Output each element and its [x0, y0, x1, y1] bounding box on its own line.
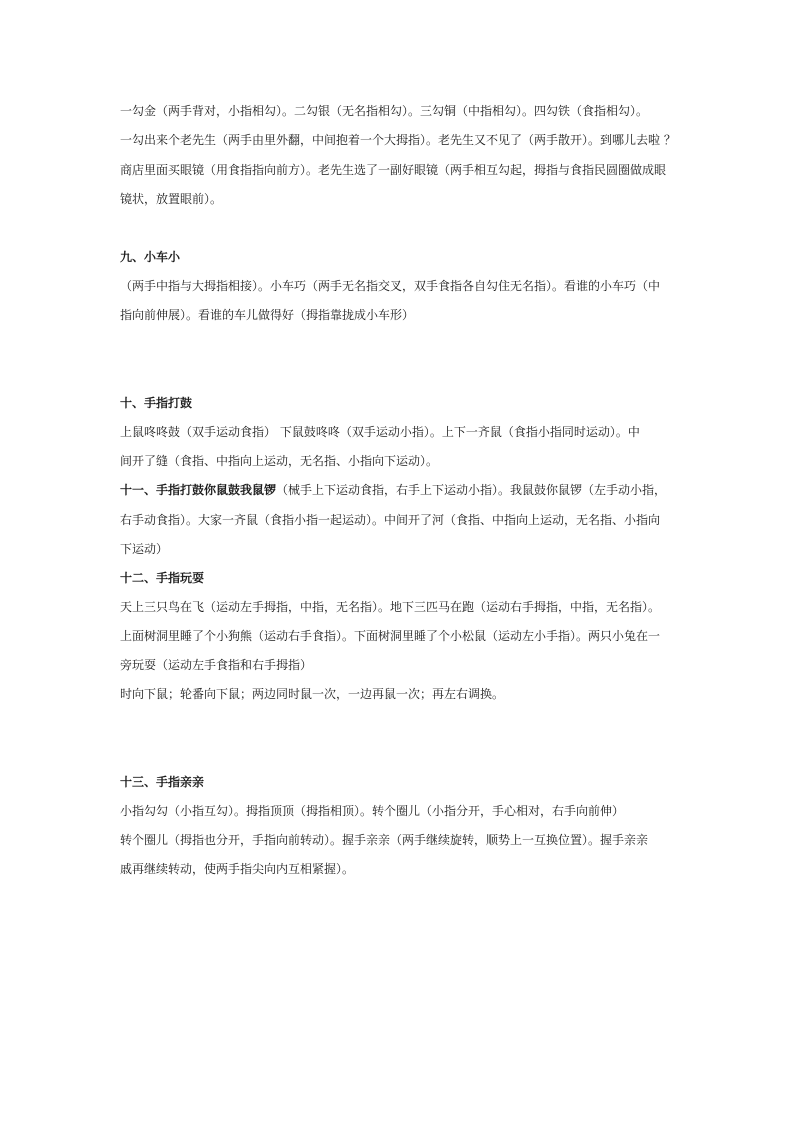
section10-title: 十、手指打鼓 [120, 396, 193, 410]
section11-line-2: 右手动食指）。大家一齐鼠（食指小指一起运动）。中间开了河（食指、中指向上运动，无名指、小指向 [120, 513, 661, 527]
section12-line-1: 天上三只鸟在飞（运动左手拇指，中指，无名指）。地下三匹马在跑（运动右手拇指，中指，无名指）。 [120, 600, 661, 614]
section12-line-3: 旁玩耍（运动左手食指和右手拇指） [120, 658, 313, 672]
intro-line-2: 一勾出来个老先生（两手由里外翻，中间抱着一个大拇指）。老先生又不见了（两手散开）。到哪儿去啦 ？ [120, 133, 676, 147]
section12-line-4: 时向下鼠；轮番向下鼠；两边同时鼠一次，一边再鼠一次；再左右调换。 [120, 687, 505, 701]
section13-line-2: 转个圈儿（拇指也分开，手指向前转动）。握手亲亲（两手继续旋转，顺势上一互换位置）。握手亲亲 [120, 833, 649, 847]
section12-line-2: 上面树洞里睡了个小狗熊（运动右手食指）。下面树洞里睡了个小松鼠（运动左小手指）。两只小兔在一 [120, 629, 661, 643]
section11-title: 十一、手指打鼓你鼠鼓我鼠锣 [120, 483, 277, 497]
section13-line-1: 小指勾勾（小指互勾）。拇指顶顶（拇指相顶）。转个圈儿（小指分开，手心相对，右手向前伸） [120, 804, 625, 818]
intro-line-3: 商店里面买眼镜（用食指指向前方）。老先生选了一副好眼镜（两手相互勾起，拇指与食指民圆圈做成眼 [120, 163, 667, 177]
intro-line-1: 一勾金（两手背对，小指相勾）。二勾银（无名指相勾）。三勾铜（中指相勾）。四勾铁（食指相勾）。 [120, 104, 649, 118]
section13-line-3: 戚再继续转动，使两手指尖向内互相紧握）。 [120, 862, 355, 876]
section12-title: 十二、手指玩耍 [120, 571, 205, 585]
section9-line-2: 指向前伸展）。看谁的车儿做得好（拇指靠拢成小车形） [120, 308, 415, 322]
section11-line-3: 下运动） [120, 542, 169, 556]
section10-line-2: 间开了缝（食指、中指向上运动，无名指、小指向下运动）。 [120, 454, 439, 468]
section9-line-1: （两手中指与大拇指相接）。小车巧（两手无名指交叉，双手食指各自勾住无名指）。看谁的小车巧（中 [120, 279, 661, 293]
intro-line-4: 镜状，放置眼前）。 [120, 192, 223, 206]
section11-first-line-rest: （械手上下运动食指，右手上下运动小指）。我鼠鼓你鼠锣（左手动小指， [276, 483, 667, 497]
section10-line-1: 上鼠咚咚鼓（双手运动食指） 下鼠鼓咚咚（双手运动小指）。上下一齐鼠（食指小指同时运动）。中 [120, 425, 640, 439]
section9-title: 九、小车小 [120, 250, 181, 264]
section11-line-1 [120, 482, 680, 498]
section13-title: 十三、手指亲亲 [120, 775, 205, 789]
